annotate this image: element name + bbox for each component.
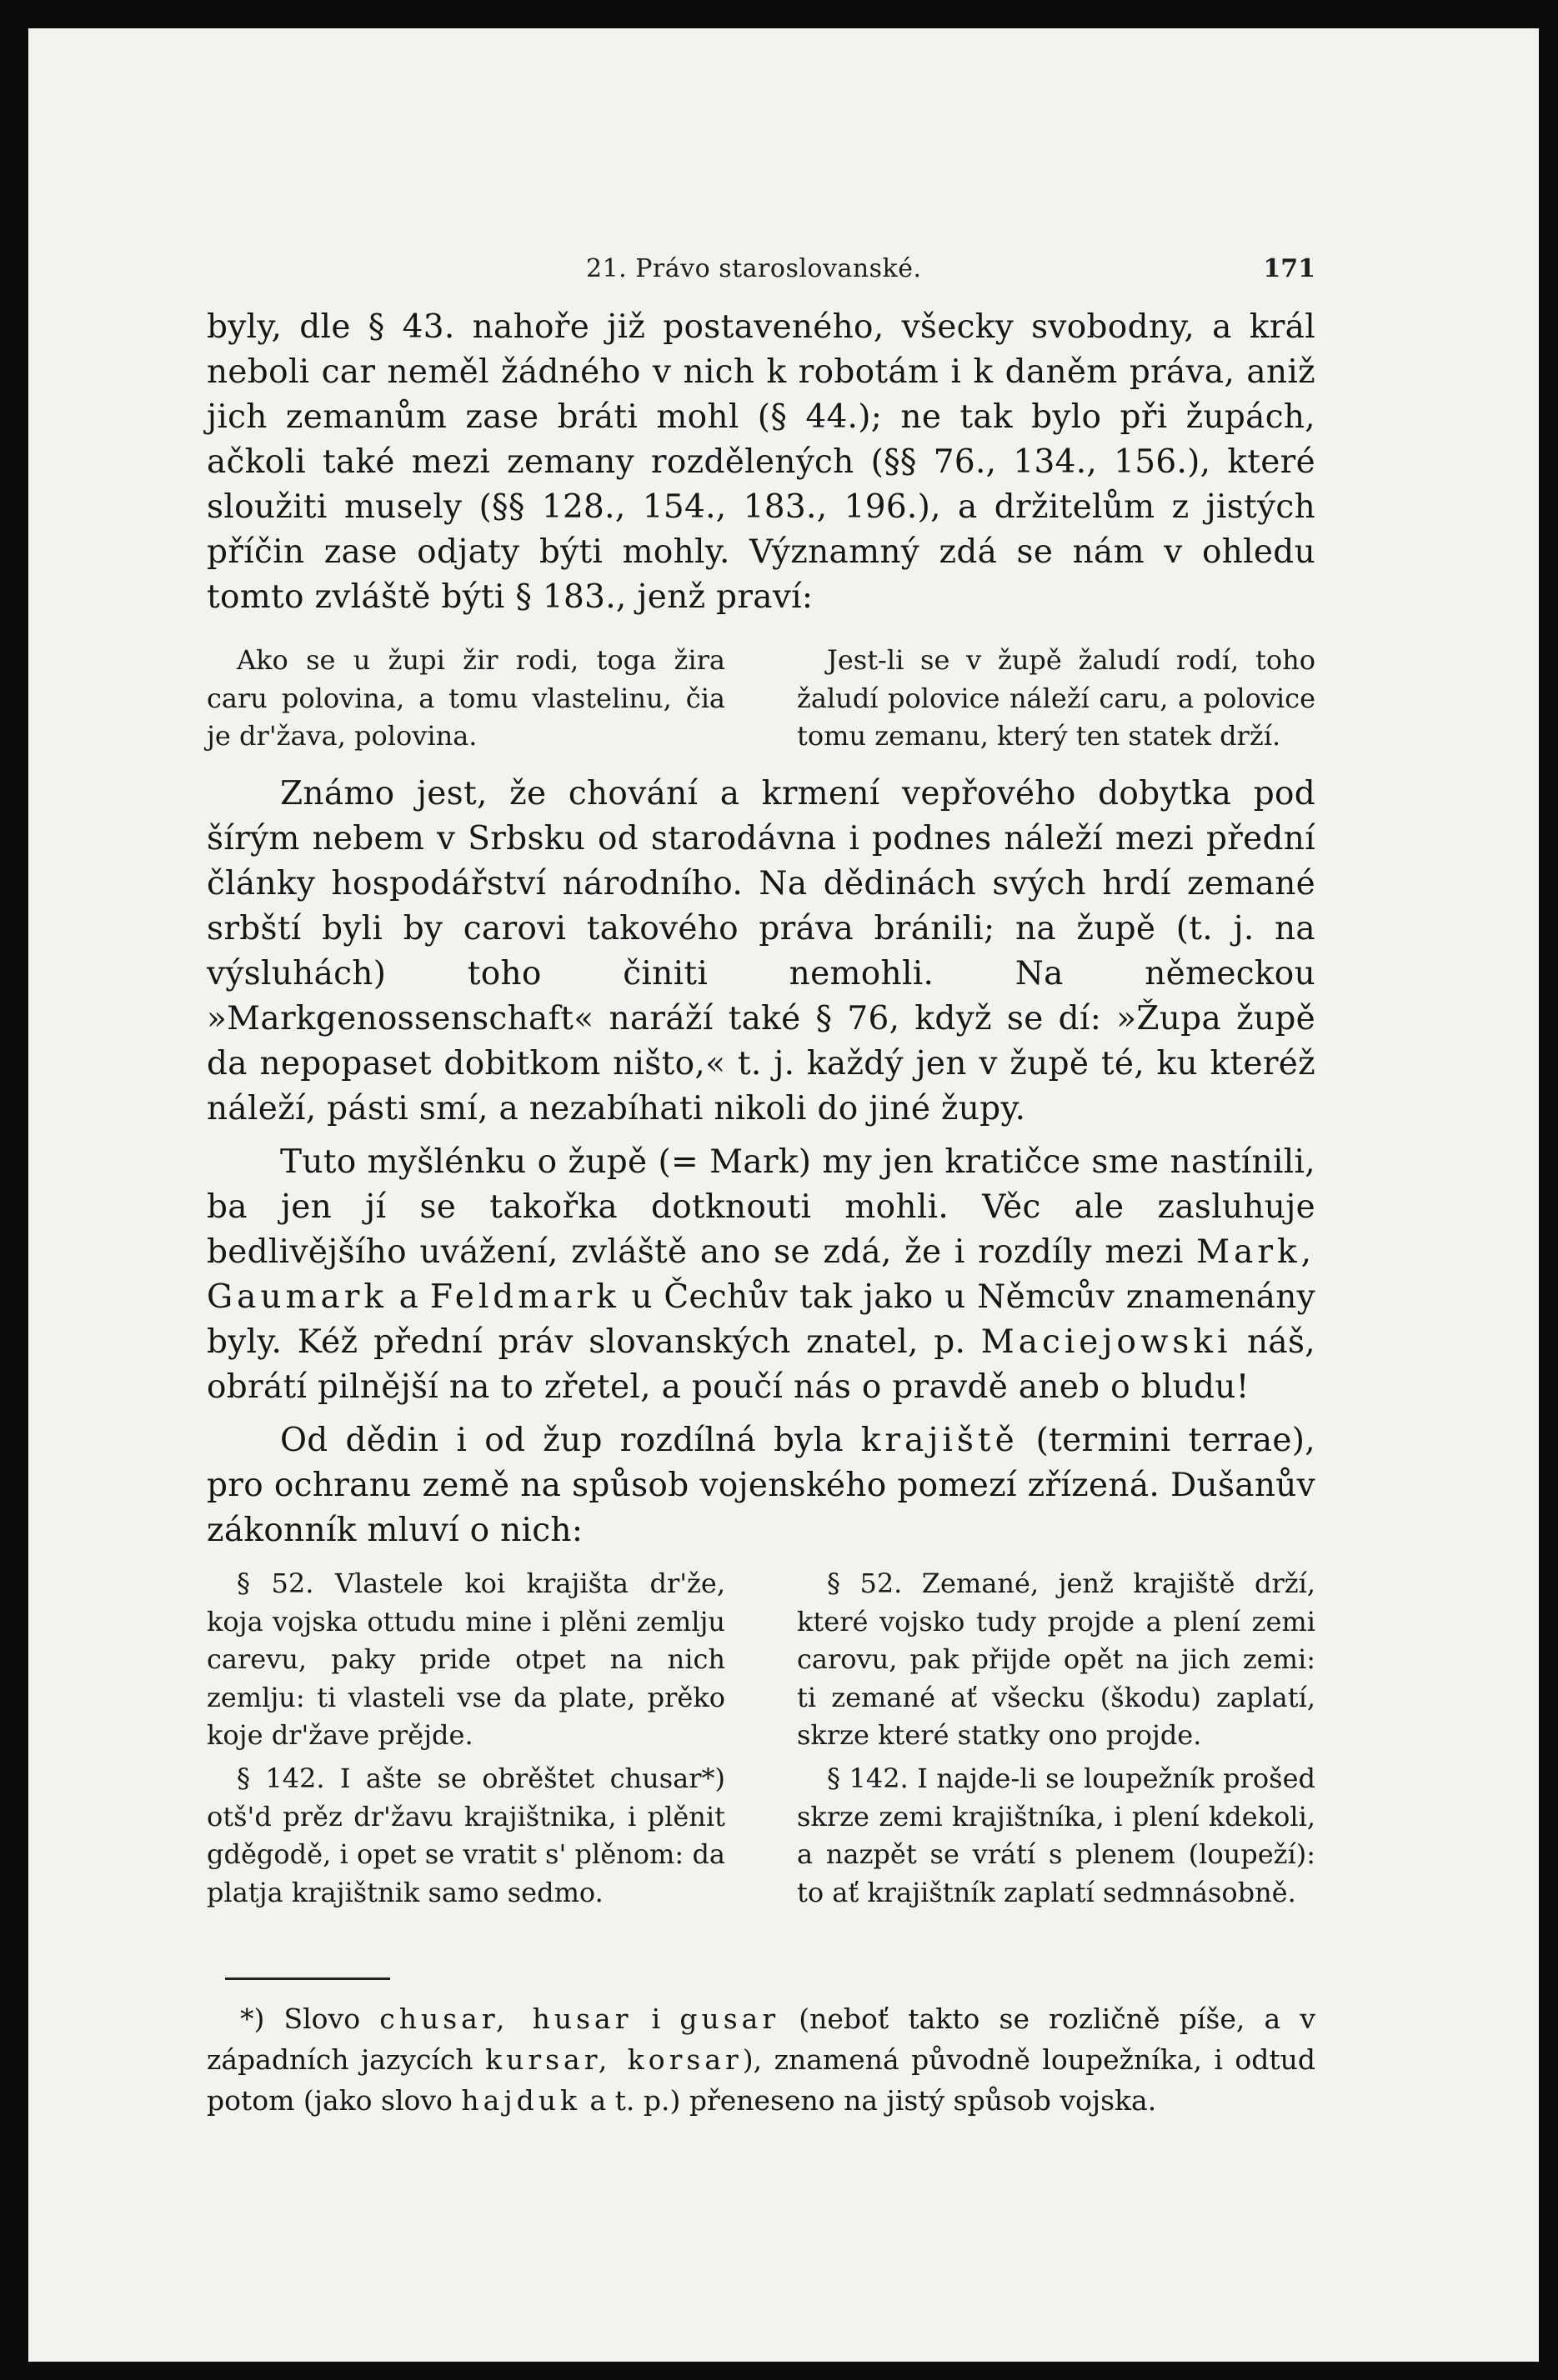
quote-142-serbian: § 142. I ašte se obrěštet chusar*) otš'd prěz dr'žavu krajištnika, i plěnit gděgodě, i opet se vratit s' plěnom: da platja krajištnik samo sedmo. (207, 1762, 725, 1908)
page-number: 171 (1263, 254, 1315, 283)
footnote-divider (225, 1978, 390, 1980)
paragraph-4 (207, 1418, 1315, 1553)
p4-c: (termini terrae), pro ochranu země na spůsob vojenského pomezí zřízená. Dušanův zákonník mluví o nich: (207, 1422, 1315, 1549)
chapter-title: 21. Právo staroslovanské. (586, 254, 922, 283)
fn-i: a t. p.) přeneseno na jistý spůsob vojska. (580, 2084, 1157, 2117)
paragraphs-main (207, 772, 1315, 1553)
quote-dusan-czech (797, 1565, 1315, 1912)
quote-dusan-serbian (207, 1565, 725, 1912)
p3-a: Tuto myšlénku o župě (= Mark) my jen kratičce sme nastínili, ba jen jí se takořka dotknouti mohli. Věc ale zasluhuje bedlivějšího uvážení, zvláště ano se zdá, že i rozdíly mezi (207, 1143, 1315, 1271)
paragraph-1 (207, 305, 1315, 620)
quote-52-serbian: § 52. Vlastele koi krajišta dr'že, koja vojska ottudu mine i plěni zemlju carevu, paky pride otpet na nich zemlju: ti vlasteli vse da plate, prěko koje dr'žave prějde. (207, 1568, 725, 1752)
quote-142-czech: § 142. I najde-li se loupežník prošed skrze zemi krajištníka, i plení kdekoli, a nazpět se vrátí s plenem (loupeží): to ať krajištník zaplatí sedmnásobně. (797, 1762, 1315, 1908)
quote-183-czech-text: Jest-li se v župě žaludí rodí, toho žaludí polovice náleží caru, a polovice tomu zemanu, který ten statek drží. (797, 644, 1315, 752)
p3-e: u Čechův tak jako u Němcův znamenány byly. Kéž přední práv slovanských znatel, p. (207, 1278, 1315, 1361)
paragraph-3 (207, 1140, 1315, 1410)
fn-c: i (632, 2002, 680, 2035)
p3-c: a (388, 1278, 430, 1316)
fn-term-gusar: gusar (679, 2002, 780, 2035)
quote-52-czech: § 52. Zemané, jenž krajiště drží, které vojsko tudy projde a plení zemi carovu, pak přijde opět na jich zemi: ti zemané ať všecku (škodu) zaplatí, skrze které statky ono projde. (797, 1568, 1315, 1752)
fn-e: (neboť takto se rozličně píše, a v západních jazycích (207, 2002, 1315, 2076)
fn-a: *) Slovo (240, 2002, 380, 2035)
p4-a: Od dědin i od žup rozdílná byla (280, 1422, 861, 1459)
paragraph-2: Známo jest, že chování a krmení vepřového dobytka pod šírým nebem v Srbsku od starodávna i podnes náleží mezi přední články hospodářství národního. Na dědinách svých hrdí zemané srbští byli by carovi takového práva bránili; na župě (t. j. na výsluhách) toho činiti nemohli. Na německou »Markgenossenschaft« naráží také § 76, když se dí: »Župa župě da nepopaset dobitkom ništo,« t. j. každý jen v župě té, ku kteréž náleží, pásti smí, a nezabíhati nikoli do jiné župy. (207, 775, 1315, 1128)
running-header (207, 248, 1315, 289)
fn-term-kursar-korsar: kursar, korsar (485, 2043, 743, 2076)
p4-term-krajiste: krajiště (860, 1422, 1019, 1459)
quote-183-serbian (207, 642, 725, 756)
book-page (28, 28, 1539, 2362)
fn-g: ), znamená původně loupežníka, i odtud potom (jako slovo (207, 2043, 1315, 2117)
fn-term-hajduk: hajduk (461, 2084, 581, 2117)
fn-term-chusar-husar: chusar, husar (379, 2002, 633, 2035)
p3-term-feldmark: Feldmark (429, 1278, 620, 1316)
paragraph-1-text: byly, dle § 43. nahoře již postaveného, všecky svobodny, a král neboli car neměl žádného v nich k robotám i k daněm práva, aniž jich zemanům zase bráti mohl (§ 44.); ne tak bylo při župách, ačkoli také mezi zemany rozdělených (§§ 76., 134., 156.), které sloužiti musely (§§ 128., 154., 183., 196.), a držitelům z jistých příčin zase odjaty býti mohly. Významný zdá se nám v ohledu tomto zvláště býti § 183., jenž praví: (207, 308, 1315, 616)
quote-183-serbian-text: Ako se u župi žir rodi, toga žira caru polovina, a tomu vlastelinu, čia je dr'žava, polovina. (207, 644, 725, 752)
footnote (207, 1998, 1315, 2121)
p3-name-maciejowski: Maciejowski (980, 1323, 1232, 1361)
p3-g: náš, obrátí pilnější na to zřetel, a poučí nás o pravdě aneb o bludu! (207, 1323, 1315, 1406)
quote-183-czech (797, 642, 1315, 756)
p3-term-mark-gaumark: Mark, Gaumark (207, 1233, 1315, 1316)
